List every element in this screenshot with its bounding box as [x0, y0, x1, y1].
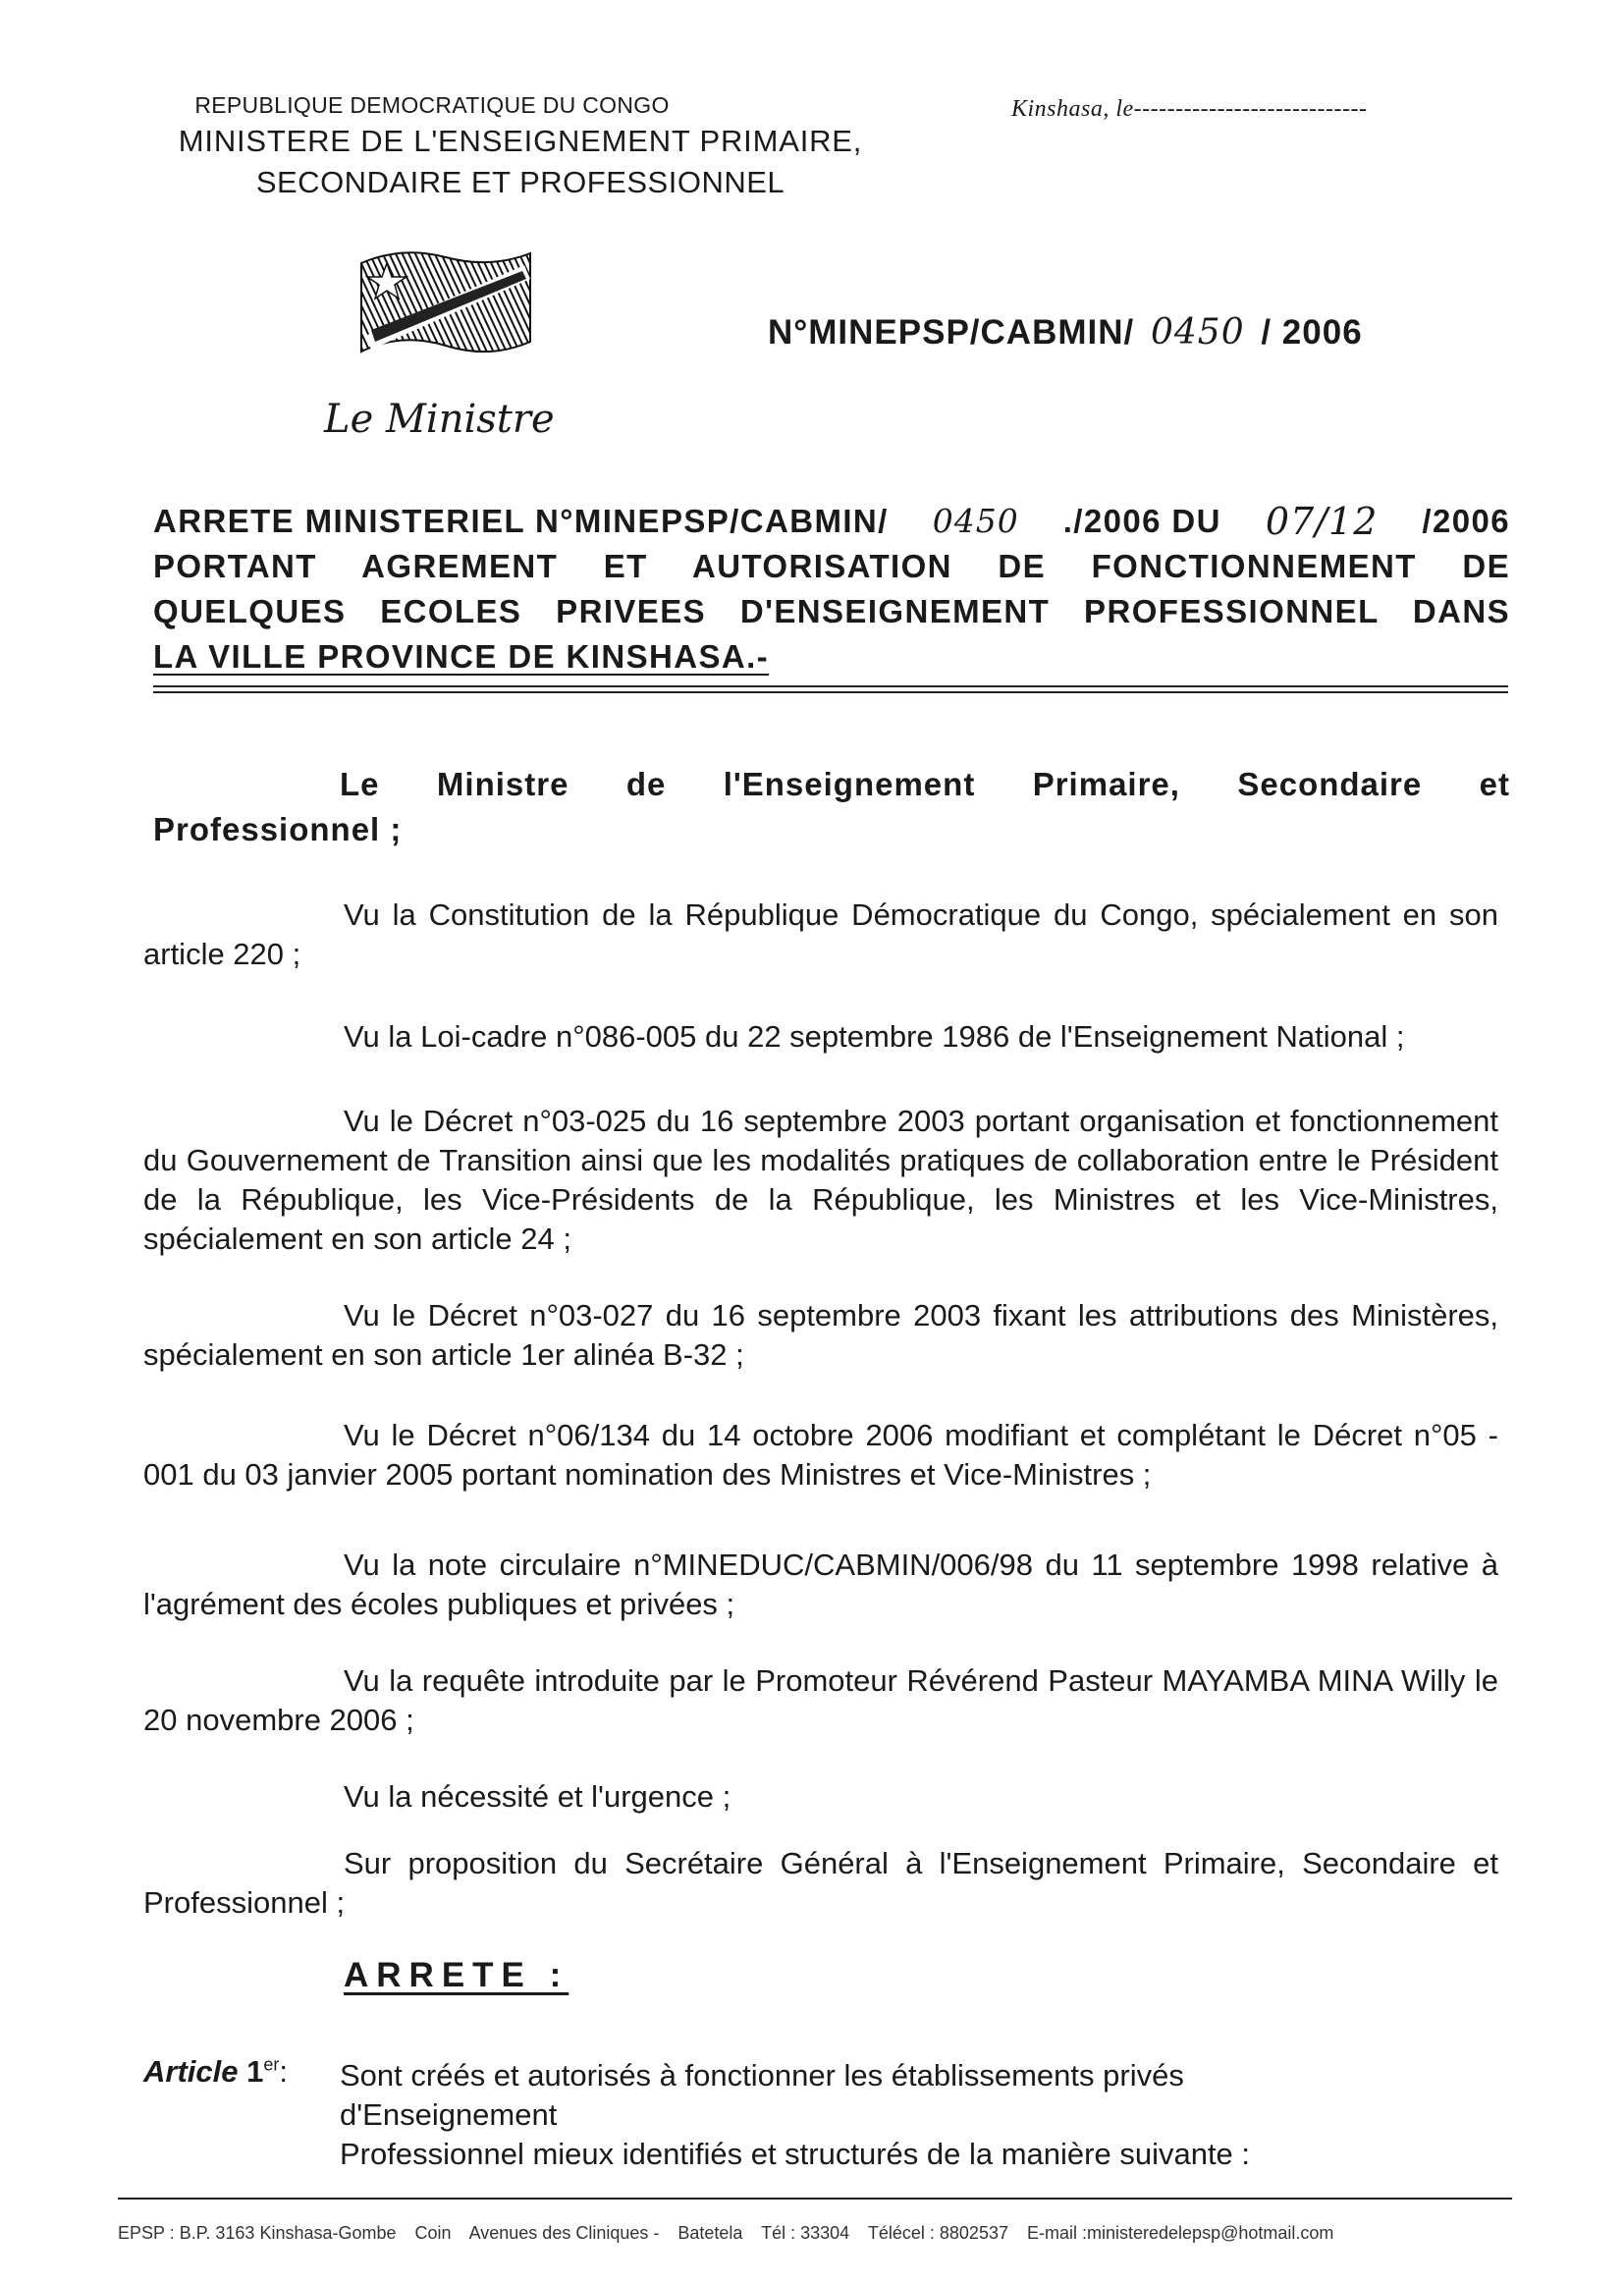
consideration-2 [143, 1017, 1498, 1057]
consideration-7-rest: 20 novembre 2006 ; [143, 1703, 414, 1737]
article-1-line2: Professionnel mieux identifiés et structurés de la manière suivante : [340, 2137, 1251, 2171]
consideration-4 [143, 1296, 1498, 1375]
article-label: Article [143, 2054, 239, 2089]
preamble [153, 762, 1510, 852]
footer-corner: Coin [414, 2223, 452, 2243]
footer-rule [118, 2198, 1512, 2200]
consideration-1-rest: article 220 ; [143, 937, 301, 971]
republic-name: REPUBLIQUE DEMOCRATIQUE DU CONGO [194, 92, 670, 118]
consideration-2-line1: Vu la Loi-cadre n°086-005 du 22 septembre 1986 de l'Enseignement National ; [344, 1019, 1405, 1054]
footer-tel: Tél : 33304 [761, 2223, 850, 2243]
consideration-5-line1: Vu le Décret n°06/134 du 14 octobre 2006 modifiant et complétant le Décret n°05 - [344, 1418, 1498, 1452]
consideration-8 [143, 1777, 1498, 1817]
footer-telecel: Télécel : 8802537 [867, 2223, 1008, 2243]
reference-handwritten-number: 0450 [1150, 312, 1245, 353]
consideration-8-line1: Vu la nécessité et l'urgence ; [344, 1779, 731, 1814]
ministry-name-line2: SECONDAIRE ET PROFESSIONNEL [255, 165, 785, 199]
footer-email: E-mail :ministeredelepsp@hotmail.com [1027, 2223, 1334, 2243]
flag-icon [357, 244, 534, 361]
ministry-name-line1: MINISTERE DE L'ENSEIGNEMENT PRIMAIRE, [178, 124, 863, 158]
footer-batetela: Batetela [677, 2223, 743, 2243]
place-date: Kinshasa, le---------------------------- [1011, 96, 1368, 122]
consideration-3-rest: du Gouvernement de Transition ainsi que les modalités pratiques de collaboration entre le Président de la République, les Vice-Présidents de la République, les Ministres et les Vice-Ministres, spécialement en son article 24 ; [143, 1143, 1498, 1256]
consideration-5-rest: 001 du 03 janvier 2005 portant nomination des Ministres et Vice-Ministres ; [143, 1457, 1152, 1492]
reference-prefix: N°MINEPSP/CABMIN/ [768, 313, 1135, 352]
consideration-9-line1: Sur proposition du Secrétaire Général à l'Enseignement Primaire, Secondaire et [344, 1846, 1498, 1880]
consideration-6-line1: Vu la note circulaire n°MINEDUC/CABMIN/006/98 du 11 septembre 1998 relative à [344, 1548, 1498, 1582]
decree-title [153, 499, 1510, 679]
footer-avenues: Avenues des Cliniques - [468, 2223, 660, 2243]
consideration-6-rest: l'agrément des écoles publiques et privées ; [143, 1587, 735, 1621]
decree-title-suffix: /2006 [1422, 503, 1510, 539]
decree-title-line2-text: PORTANT AGREMENT ET AUTORISATION DE FONCTIONNEMENT DE [153, 548, 1510, 584]
article-1-line1: Sont créés et autorisés à fonctionner les établissements privés d'Enseignement [340, 2058, 1184, 2132]
reference-suffix: / 2006 [1261, 313, 1363, 352]
consideration-3 [143, 1102, 1498, 1259]
preamble-line1: Le Ministre de l'Enseignement Primaire, Secondaire et [340, 766, 1510, 802]
preamble-line2: Professionnel ; [153, 811, 403, 847]
title-rule-1 [153, 685, 1508, 687]
consideration-1-line1: Vu la Constitution de la République Démocratique du Congo, spécialement en son [344, 897, 1498, 932]
article-number-sup: er [263, 2054, 280, 2075]
decision-heading: ARRETE : [344, 1956, 569, 1994]
decree-title-prefix: ARRETE MINISTERIEL N°MINEPSP/CABMIN/ [153, 503, 889, 539]
article-1-label [143, 2054, 288, 2090]
footer-address: EPSP : B.P. 3163 Kinshasa-Gombe [118, 2223, 397, 2243]
decree-title-mid: ./2006 DU [1062, 503, 1221, 539]
consideration-7 [143, 1661, 1498, 1740]
decree-title-line4-text: LA VILLE PROVINCE DE KINSHASA.- [153, 638, 770, 675]
title-rule-2 [153, 691, 1508, 693]
flag-emblem [357, 244, 534, 361]
decree-title-line4 [153, 634, 1510, 679]
consideration-9 [143, 1844, 1498, 1923]
consideration-1 [143, 896, 1498, 974]
reference-number [768, 312, 1363, 353]
consideration-9-rest: Professionnel ; [143, 1885, 346, 1920]
decree-title-line3-text: QUELQUES ECOLES PRIVEES D'ENSEIGNEMENT PROFESSIONNEL DANS [153, 593, 1510, 629]
decree-handwritten-date: 07/12 [1265, 500, 1379, 543]
consideration-4-rest: spécialement en son article 1er alinéa B-32 ; [143, 1337, 744, 1372]
footer [118, 2223, 1512, 2244]
article-1-text [340, 2056, 1400, 2174]
article-colon: : [279, 2054, 288, 2089]
consideration-7-line1: Vu la requête introduite par le Promoteur Révérend Pasteur MAYAMBA MINA Willy le [344, 1663, 1498, 1698]
consideration-4-line1: Vu le Décret n°03-027 du 16 septembre 2003 fixant les attributions des Ministères, [344, 1298, 1498, 1332]
decree-title-line3 [153, 589, 1510, 634]
consideration-3-line1: Vu le Décret n°03-025 du 16 septembre 2003 portant organisation et fonctionnement [344, 1104, 1498, 1138]
decree-title-line1 [153, 499, 1510, 544]
decree-handwritten-number: 0450 [932, 502, 1019, 540]
consideration-6 [143, 1546, 1498, 1624]
signatory-title: Le Ministre [324, 397, 555, 442]
article-number: 1 [246, 2054, 264, 2089]
consideration-5 [143, 1416, 1498, 1495]
decree-title-line2 [153, 544, 1510, 589]
